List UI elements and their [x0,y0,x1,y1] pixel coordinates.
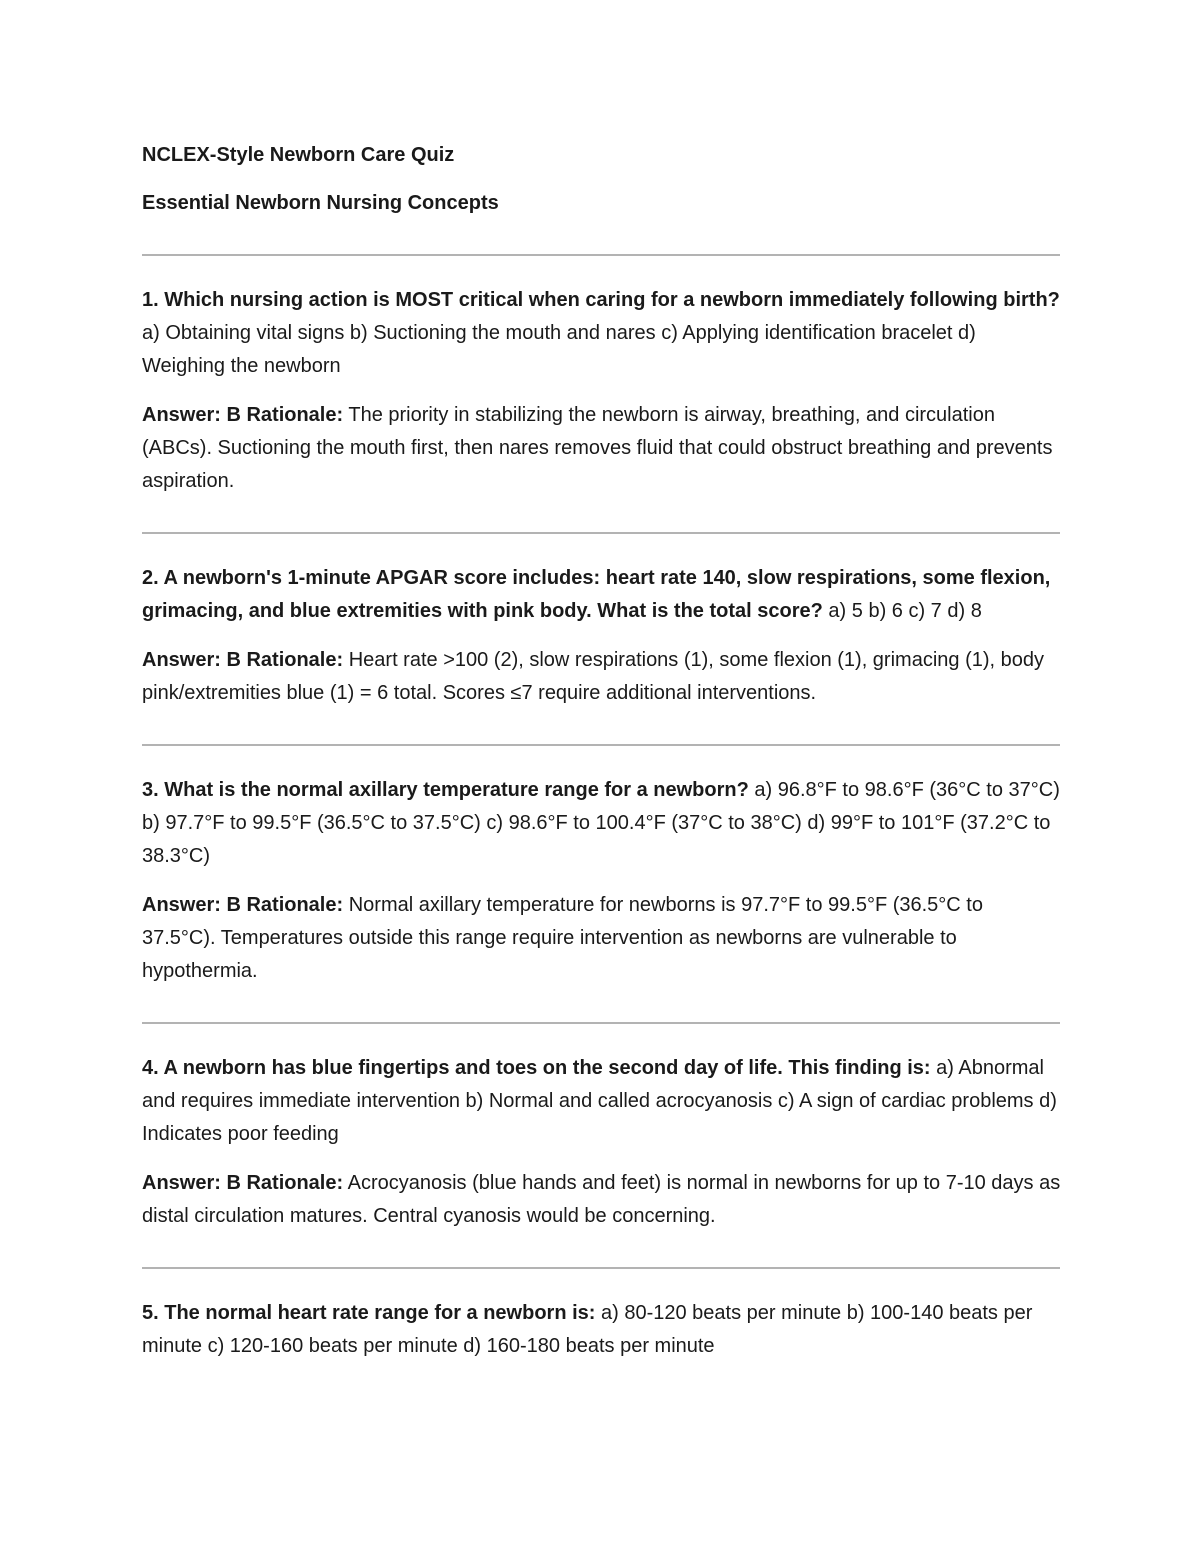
question-5-stem: 5. The normal heart rate range for a newborn is: [142,1302,596,1324]
document-title: NCLEX-Style Newborn Care Quiz [142,144,455,166]
question-5-options: a) 80-120 beats per minute b) 100-140 beats per minute c) 120-160 beats per minute d) 160-180 beats per minute [142,1302,1033,1357]
question-2-options: a) 5 b) 6 c) 7 d) 8 [828,600,982,622]
question-2-text [142,562,1062,628]
answer-label: Answer: B [142,404,241,426]
rationale-label: Rationale: [246,649,344,671]
question-1-text [142,284,1062,383]
question-2 [142,534,1062,744]
question-1-answer [142,399,1062,498]
answer-label: Answer: B [142,894,241,916]
question-2-stem: 2. A newborn's 1-minute APGAR score includes: heart rate 140, slow respirations, some flexion, grimacing, and blue extremities with pink body. What is the total score? [142,567,1051,622]
document-page [142,140,1062,1397]
question-4-answer [142,1167,1062,1233]
question-2-rationale: Heart rate >100 (2), slow respirations (1), some flexion (1), grimacing (1), body pink/extremities blue (1) = 6 total. Scores ≤7 require additional interventions. [142,649,1044,704]
question-1-rationale: The priority in stabilizing the newborn is airway, breathing, and circulation (ABCs). Suctioning the mouth first, then nares removes fluid that could obstruct breathing and prevents aspiration. [142,404,1053,492]
answer-label: Answer: B [142,1172,241,1194]
question-1-stem: 1. Which nursing action is MOST critical when caring for a newborn immediately following birth? [142,289,1060,311]
rationale-label: Rationale: [246,404,344,426]
question-3-stem: 3. What is the normal axillary temperature range for a newborn? [142,779,749,801]
question-3 [142,746,1062,1022]
question-5 [142,1269,1062,1397]
question-3-answer [142,889,1062,988]
question-3-rationale: Normal axillary temperature for newborns is 97.7°F to 99.5°F (36.5°C to 37.5°C). Temperatures outside this range require intervention as newborns are vulnerable to hypothermia. [142,894,983,982]
question-4 [142,1024,1062,1267]
question-2-answer [142,644,1062,710]
rationale-label: Rationale: [246,1172,344,1194]
question-3-text [142,774,1062,873]
question-3-options: a) 96.8°F to 98.6°F (36°C to 37°C) b) 97.7°F to 99.5°F (36.5°C to 37.5°C) c) 98.6°F to 100.4°F (37°C to 38°C) d) 99°F to 101°F (37.2°C to 38.3°C) [142,779,1060,867]
question-1-options: a) Obtaining vital signs b) Suctioning the mouth and nares c) Applying identification bracelet d) Weighing the newborn [142,322,976,377]
question-5-text [142,1297,1062,1363]
document-subtitle: Essential Newborn Nursing Concepts [142,192,499,214]
question-4-options: a) Abnormal and requires immediate intervention b) Normal and called acrocyanosis c) A sign of cardiac problems d) Indicates poor feeding [142,1057,1057,1145]
rationale-label: Rationale: [246,894,344,916]
answer-label: Answer: B [142,649,241,671]
question-1 [142,256,1062,532]
question-4-rationale: Acrocyanosis (blue hands and feet) is normal in newborns for up to 7-10 days as distal circulation matures. Central cyanosis would be concerning. [142,1172,1061,1227]
question-4-text [142,1052,1062,1151]
question-4-stem: 4. A newborn has blue fingertips and toes on the second day of life. This finding is: [142,1057,931,1079]
